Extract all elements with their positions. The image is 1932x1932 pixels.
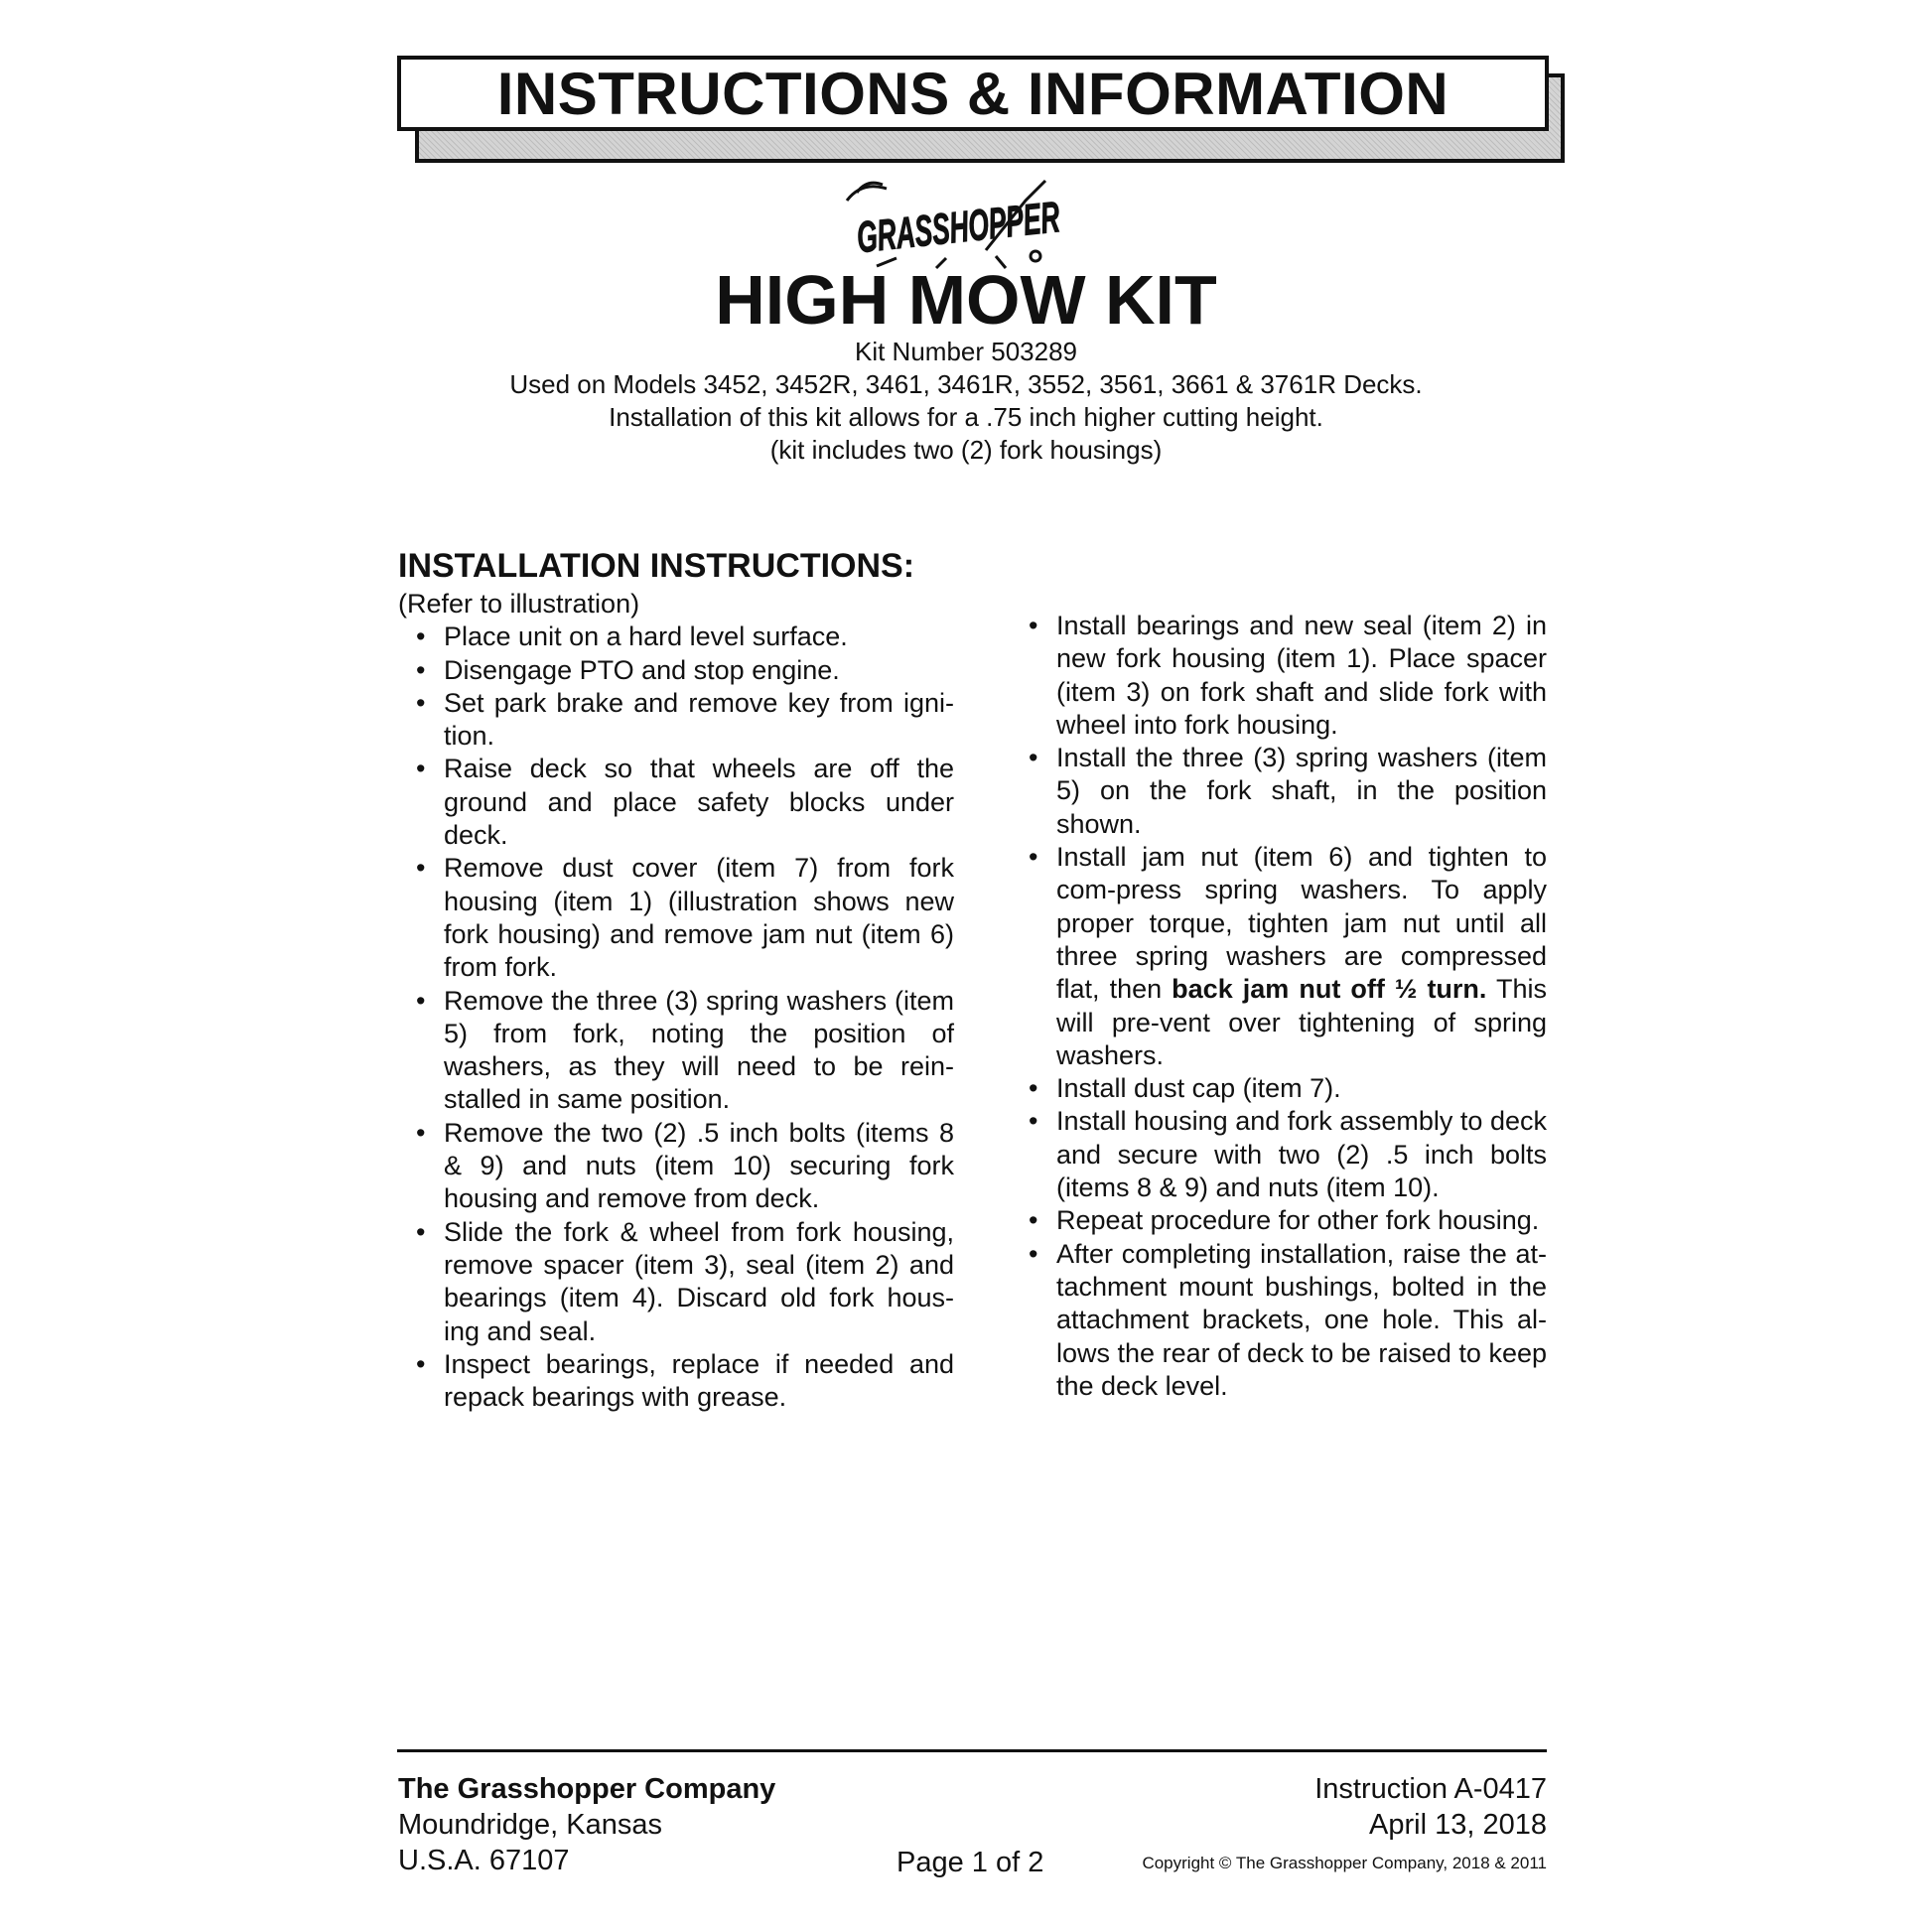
height-line: Installation of this kit allows for a .75 inch higher cutting height. bbox=[609, 402, 1323, 432]
list-item: • Inspect bearings, replace if needed and repack bearings with grease. bbox=[416, 1348, 954, 1413]
footer-instruction-block bbox=[1314, 1771, 1547, 1843]
list-item: • Remove the two (2) .5 inch bolts (items 8 & 9) and nuts (item 10) securing fork housing and remove from deck. bbox=[416, 1117, 954, 1214]
models-line: Used on Models 3452, 3452R, 3461, 3461R, 3552, 3561, 3661 & 3761R Decks. bbox=[509, 369, 1423, 399]
list-item: • Place unit on a hard level surface. bbox=[416, 621, 848, 652]
instructions-left-column bbox=[398, 546, 954, 1414]
list-item: • Install the three (3) spring washers (item 5) on the fork shaft, in the position shown. bbox=[1029, 743, 1547, 839]
list-item: • Repeat procedure for other fork housing. bbox=[1029, 1205, 1540, 1236]
list-item: • Disengage PTO and stop engine. bbox=[416, 654, 840, 685]
list-item: • Install jam nut (item 6) and tighten to com-press spring washers. To apply proper torque, tighten jam nut until all three spring washers are compressed flat, then back jam nut off ½ turn. This will pre-vent over tightening of spring washers. bbox=[1029, 842, 1548, 1070]
list-item: • Install dust cap (item 7). bbox=[1029, 1073, 1341, 1104]
banner-title: INSTRUCTIONS & INFORMATION bbox=[397, 56, 1549, 131]
company-name: The Grasshopper Company bbox=[398, 1773, 776, 1805]
company-zip: U.S.A. 67107 bbox=[398, 1845, 570, 1876]
list-item: • Set park brake and remove key from igni-tion. bbox=[416, 687, 954, 752]
header-banner bbox=[397, 56, 1569, 167]
instruction-date: April 13, 2018 bbox=[1369, 1809, 1547, 1841]
list-item: • Remove the three (3) spring washers (item 5) from fork, noting the position of washers, as they will need to be rein-stalled in same position. bbox=[416, 985, 954, 1115]
right-steps-list bbox=[1011, 610, 1547, 1403]
left-steps-list bbox=[398, 621, 954, 1414]
instructions-heading: INSTALLATION INSTRUCTIONS: bbox=[398, 547, 915, 585]
footer-company-block bbox=[398, 1771, 775, 1878]
list-item: • Install bearings and new seal (item 2) in new fork housing (item 1). Place spacer (item 3) on fork shaft and slide fork with wheel into fork housing. bbox=[1029, 611, 1547, 740]
grasshopper-logo-icon bbox=[837, 171, 1198, 270]
footer-divider bbox=[397, 1749, 1547, 1752]
list-item: • Raise deck so that wheels are off the ground and place safety blocks under deck. bbox=[416, 754, 954, 851]
instruction-number: Instruction A-0417 bbox=[1314, 1773, 1547, 1805]
company-city: Moundridge, Kansas bbox=[398, 1809, 662, 1841]
list-item: • Slide the fork & wheel from fork housing, remove spacer (item 3), seal (item 2) and bearings (item 4). Discard old fork hous-ing and seal. bbox=[416, 1216, 954, 1346]
page-title: HIGH MOW KIT bbox=[715, 261, 1217, 339]
list-item: • Remove dust cover (item 7) from fork housing (item 1) (illustration shows new fork housing) and remove jam nut (item 6) from fork. bbox=[416, 853, 954, 983]
instructions-right-column bbox=[1011, 610, 1547, 1403]
list-item: • Install housing and fork assembly to deck and secure with two (2) .5 inch bolts (items 8 & 9) and nuts (item 10). bbox=[1029, 1106, 1547, 1203]
kit-info bbox=[0, 336, 1932, 467]
bold-warning: back jam nut off ½ turn. bbox=[1172, 974, 1487, 1005]
refer-note: (Refer to illustration) bbox=[398, 589, 640, 619]
includes-line: (kit includes two (2) fork housings) bbox=[769, 435, 1163, 465]
list-item: • After completing installation, raise the at-tachment mount bushings, bolted in the attachment brackets, one hole. This al-lows the rear of deck to be raised to keep the deck level. bbox=[1029, 1238, 1547, 1401]
copyright-notice: Copyright © The Grasshopper Company, 2018 & 2011 bbox=[1142, 1854, 1547, 1872]
page-number: Page 1 of 2 bbox=[897, 1847, 1044, 1878]
kit-number: Kit Number 503289 bbox=[854, 337, 1078, 366]
svg-text:GRASSHOPPER: GRASSHOPPER bbox=[854, 178, 1198, 263]
